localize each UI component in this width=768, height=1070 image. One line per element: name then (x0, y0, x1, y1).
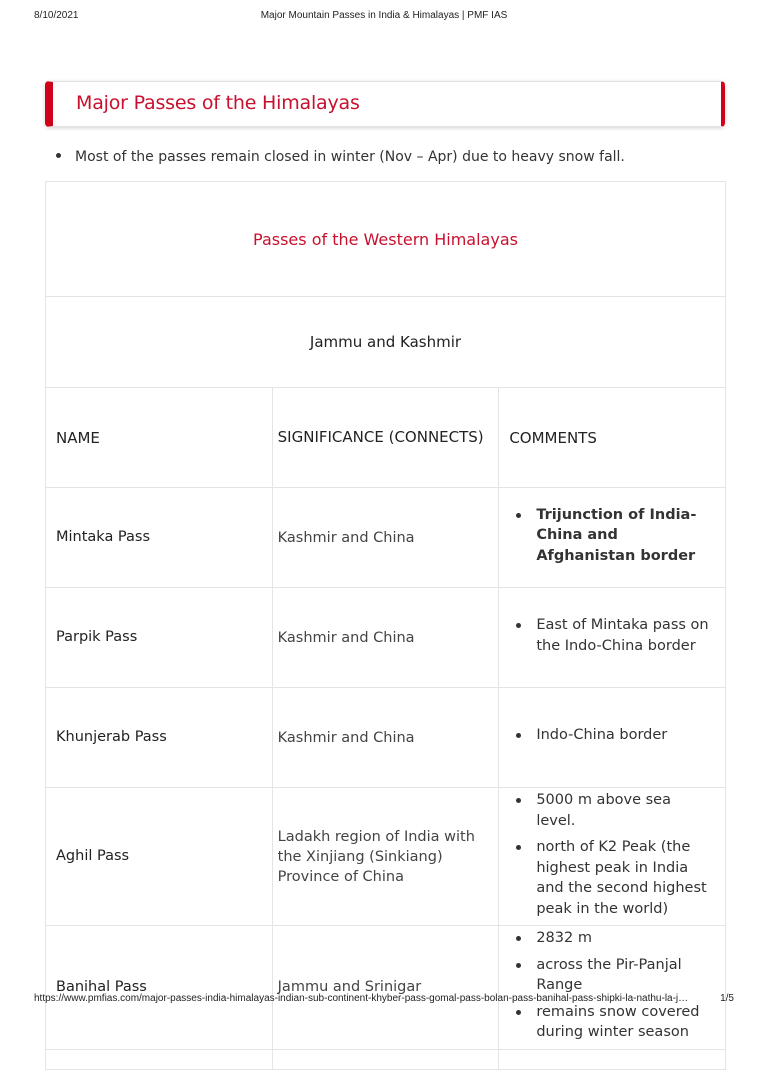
table-row (46, 588, 726, 688)
bullet-dot-icon (56, 153, 61, 158)
comment-item: Trijunction of India-China and Afghanistan border (509, 505, 709, 567)
pass-comments (499, 588, 726, 688)
section-heading: Major Passes of the Himalayas (76, 92, 360, 114)
print-date: 8/10/2021 (34, 10, 79, 21)
pass-comments (499, 788, 726, 926)
pass-name: Mintaka Pass (46, 488, 273, 588)
table-row (46, 688, 726, 788)
pass-name: Banihal Pass (46, 926, 273, 1050)
pass-name: Khunjerab Pass (46, 688, 273, 788)
header-significance: SIGNIFICANCE (CONNECTS) (272, 388, 499, 488)
pass-comments (499, 488, 726, 588)
print-page-title: Major Mountain Passes in India & Himalayas | PMF IAS (260, 10, 508, 21)
table-header-row (46, 388, 726, 488)
table-title-row (46, 182, 726, 297)
pass-comments (499, 926, 726, 1050)
comment-item: East of Mintaka pass on the Indo-China border (509, 615, 709, 656)
comment-item: north of K2 Peak (the highest peak in India and the second highest peak in the world) (509, 837, 709, 919)
table-title: Passes of the Western Himalayas (46, 182, 726, 297)
empty-cell (272, 1049, 499, 1069)
table-row-continued (46, 1049, 726, 1069)
header-name: NAME (46, 388, 273, 488)
empty-cell (499, 1049, 726, 1069)
header-comments: COMMENTS (499, 388, 726, 488)
comment-item: remains snow covered during winter season (509, 1002, 709, 1043)
pass-significance: Kashmir and China (272, 588, 499, 688)
pass-name: Aghil Pass (46, 788, 273, 926)
print-page-number: 1/5 (720, 993, 734, 1004)
table-region: Jammu and Kashmir (46, 297, 726, 388)
table-row (46, 488, 726, 588)
passes-table (45, 181, 726, 1070)
pass-significance: Ladakh region of India with the Xinjiang (Sinkiang) Province of China (272, 788, 499, 926)
pass-significance: Kashmir and China (272, 688, 499, 788)
comment-item: 5000 m above sea level. (509, 790, 709, 831)
table-row (46, 926, 726, 1050)
table-region-row (46, 297, 726, 388)
pass-comments (499, 688, 726, 788)
comment-item: 2832 m (509, 928, 709, 949)
print-url: https://www.pmfias.com/major-passes-india-himalayas-indian-sub-continent-khyber-pass-gomal-pass-bolan-pass-banihal-pass-shipki-la-nathu-la-j… (34, 993, 689, 1004)
pass-name: Parpik Pass (46, 588, 273, 688)
section-heading-box (45, 81, 725, 127)
table-row (46, 788, 726, 926)
empty-cell (46, 1049, 273, 1069)
print-footer (0, 993, 768, 1009)
comment-item: across the Pir-Panjal Range (509, 955, 709, 996)
pass-significance: Jammu and Srinigar (272, 926, 499, 1050)
pass-significance: Kashmir and China (272, 488, 499, 588)
intro-bullet-text: Most of the passes remain closed in winter (Nov – Apr) due to heavy snow fall. (75, 149, 625, 165)
print-header (0, 10, 768, 26)
intro-bullet (56, 149, 746, 165)
comment-item: Indo-China border (509, 725, 709, 746)
